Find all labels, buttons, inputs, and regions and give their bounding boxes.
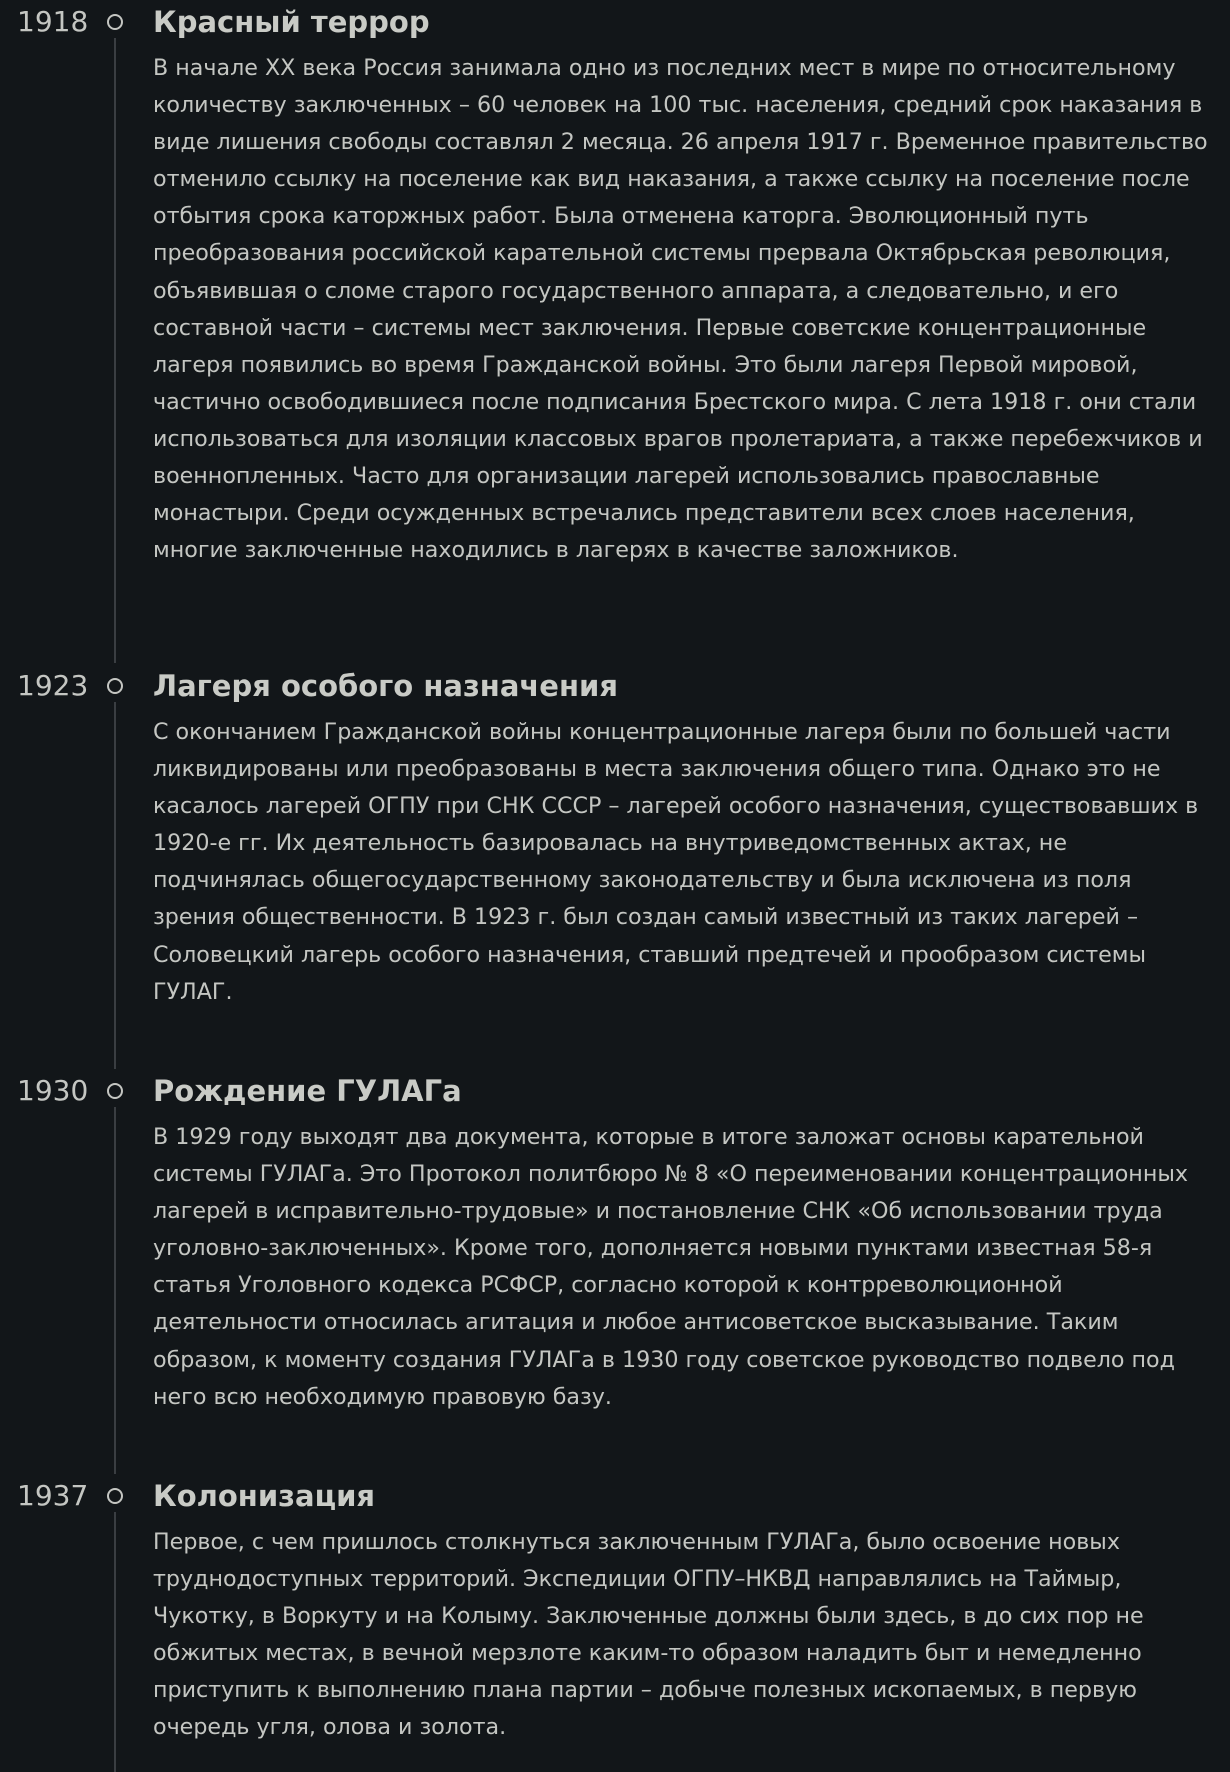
timeline-dot-icon (107, 1083, 123, 1099)
entry-year: 1937 (17, 1479, 89, 1512)
entry-title: Лагеря особого назначения (153, 669, 618, 703)
entry-title: Рождение ГУЛАГа (153, 1074, 462, 1108)
entry-text: Первое, с чем пришлось столкнуться заключенным ГУЛАГа, было освоение новых труднодоступных территорий. Экспедиции ОГПУ–НКВД направлялись на Таймыр, Чукотку, в Воркуту и на Колыму. Заключенные должны были здесь, в до сих пор не обжитых местах, в вечной мерзлоте каким-то образом наладить быт и немедленно приступить к выполнению плана партии – добыче полезных ископаемых, в первую очередь угля, олова и золота. (153, 1529, 1144, 1741)
entry-title: Колонизация (153, 1479, 376, 1513)
timeline-dot-icon (107, 14, 123, 30)
timeline-line (114, 1107, 116, 1474)
timeline-line (114, 1512, 116, 1772)
timeline-line (114, 702, 116, 1069)
timeline-dot-icon (107, 1488, 123, 1504)
entry-title: Красный террор (153, 5, 430, 39)
timeline-line (114, 38, 116, 663)
entry-year: 1918 (17, 5, 89, 38)
entry-year: 1923 (17, 669, 89, 702)
entry-text: В начале XX века Россия занимала одно из последних мест в мире по относительному количеству заключенных – 60 человек на 100 тыс. населения, средний срок наказания в виде лишения свободы составлял 2 месяца. 26 апреля 1917 г. Временное правительство отменило ссылку на поселение как вид наказания, а также ссылку на поселение после отбытия срока каторжных работ. Была отменена каторга. Эволюционный путь преобразования российской карательной системы прервала Октябрьская революция, объявившая о сломе старого государственного аппарата, а следовательно, и его составной части – системы мест заключения. Первые советские концентрационные лагеря появились во время Гражданской войны. Это были лагеря Первой мировой, частично освободившиеся после подписания Брестского мира. С лета 1918 г. они стали использоваться для изоляции классовых врагов пролетариата, а также перебежчиков и военнопленных. Часто для организации лагерей использовались православные монастыри. Среди осужденных встречались представители всех слоев населения, многие заключенные находились в лагерях в качестве заложников. (153, 55, 1208, 564)
entry-text: С окончанием Гражданской войны концентрационные лагеря были по большей части ликвидированы или преобразованы в места заключения общего типа. Однако это не касалось лагерей ОГПУ при СНК СССР – лагерей особого назначения, существовавших в 1920-е гг. Их деятельность базировалась на внутриведомственных актах, не подчинялась общегосударственному законодательству и была исключена из поля зрения общественности. В 1923 г. был создан самый известный из таких лагерей – Соловецкий лагерь особого назначения, ставший предтечей и прообразом системы ГУЛАГ. (153, 719, 1199, 1005)
entry-text: В 1929 году выходят два документа, которые в итоге заложат основы карательной системы ГУЛАГа. Это Протокол политбюро № 8 «О переименовании концентрационных лагерей в исправительно-трудовые» и постановление СНК «Об использовании труда уголовно-заключенных». Кроме того, дополняется новыми пунктами известная 58-я статья Уголовного кодекса РСФСР, согласно которой к контрреволюционной деятельности относилась агитация и любое антисоветское высказывание. Таким образом, к моменту создания ГУЛАГа в 1930 году советское руководство подвело под него всю необходимую правовую базу. (153, 1124, 1188, 1410)
entry-year: 1930 (17, 1074, 89, 1107)
timeline-dot-icon (107, 678, 123, 694)
